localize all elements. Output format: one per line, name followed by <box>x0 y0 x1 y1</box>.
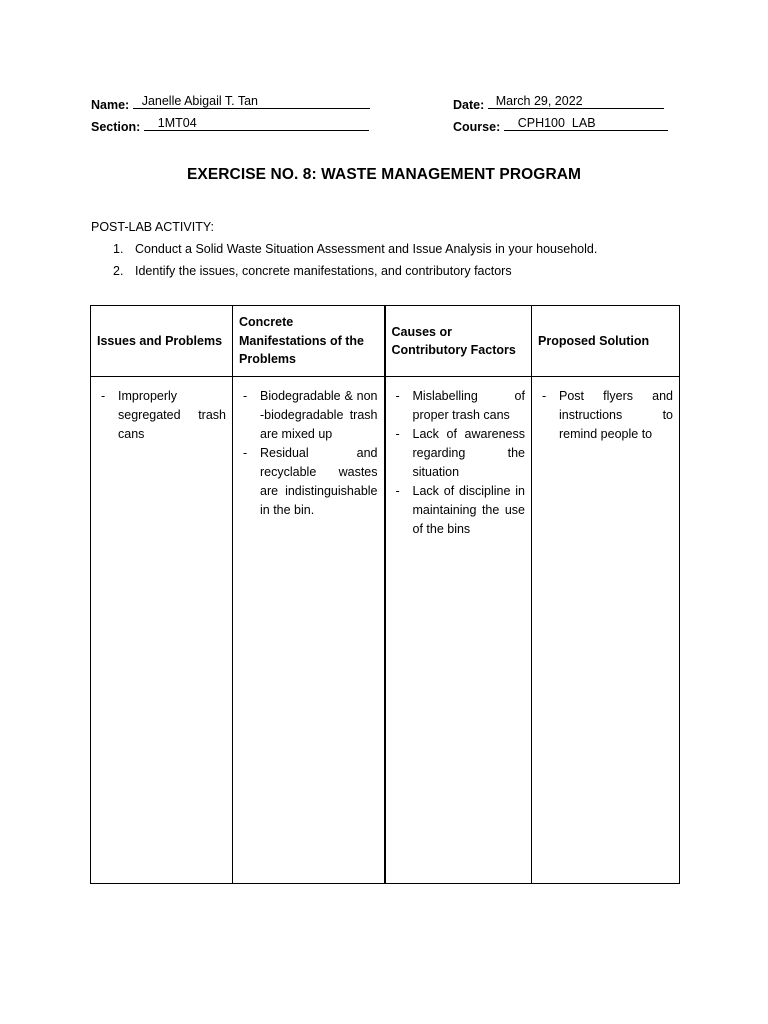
post-lab-heading: POST-LAB ACTIVITY: <box>91 220 214 234</box>
list-item: - Residual and recyclable wastes are indistinguishable in the bin. <box>239 444 378 520</box>
instruction-number: 1. <box>113 242 124 256</box>
date-value: March 29, 2022 <box>488 95 664 109</box>
course-field <box>453 117 668 134</box>
instruction-text: Identify the issues, concrete manifestations, and contributory factors <box>135 264 512 278</box>
name-field <box>91 95 370 112</box>
instruction-item <box>113 242 597 256</box>
table-header-row <box>91 306 680 377</box>
instruction-item <box>113 264 512 278</box>
cell-solutions <box>532 377 680 884</box>
instruction-number: 2. <box>113 264 124 278</box>
header-solution: Proposed Solution <box>532 306 680 377</box>
list-item: - Biodegradable & non-biodegradable trash are mixed up <box>239 387 378 444</box>
section-field <box>91 117 369 134</box>
header-issues: Issues and Problems <box>91 306 233 377</box>
course-label: Course: <box>453 120 501 134</box>
list-item: - Post flyers and instructions to remind people to <box>538 387 673 444</box>
section-value: 1MT04 <box>144 117 369 131</box>
name-label: Name: <box>91 98 130 112</box>
date-field <box>453 95 664 112</box>
section-label: Section: <box>91 120 141 134</box>
name-value: Janelle Abigail T. Tan <box>133 95 370 109</box>
instruction-text: Conduct a Solid Waste Situation Assessment and Issue Analysis in your household. <box>135 242 598 256</box>
analysis-table <box>90 305 680 884</box>
course-value: CPH100 LAB <box>504 117 668 131</box>
cell-causes <box>385 377 532 884</box>
cell-issues <box>91 377 233 884</box>
list-item: - Lack of discipline in maintaining the use of the bins <box>392 482 526 539</box>
table-row <box>91 377 680 884</box>
cell-manifestations <box>233 377 385 884</box>
date-label: Date: <box>453 98 485 112</box>
exercise-title: EXERCISE NO. 8: WASTE MANAGEMENT PROGRAM <box>186 166 582 183</box>
header-manifestations: Concrete Manifestations of the Problems <box>233 306 385 377</box>
list-item: - Mislabelling of proper trash cans <box>392 387 526 425</box>
list-item: - Improperly segregated trash cans <box>97 387 226 444</box>
list-item: - Lack of awareness regarding the situation <box>392 425 526 482</box>
header-causes: Causes or Contributory Factors <box>385 306 532 377</box>
